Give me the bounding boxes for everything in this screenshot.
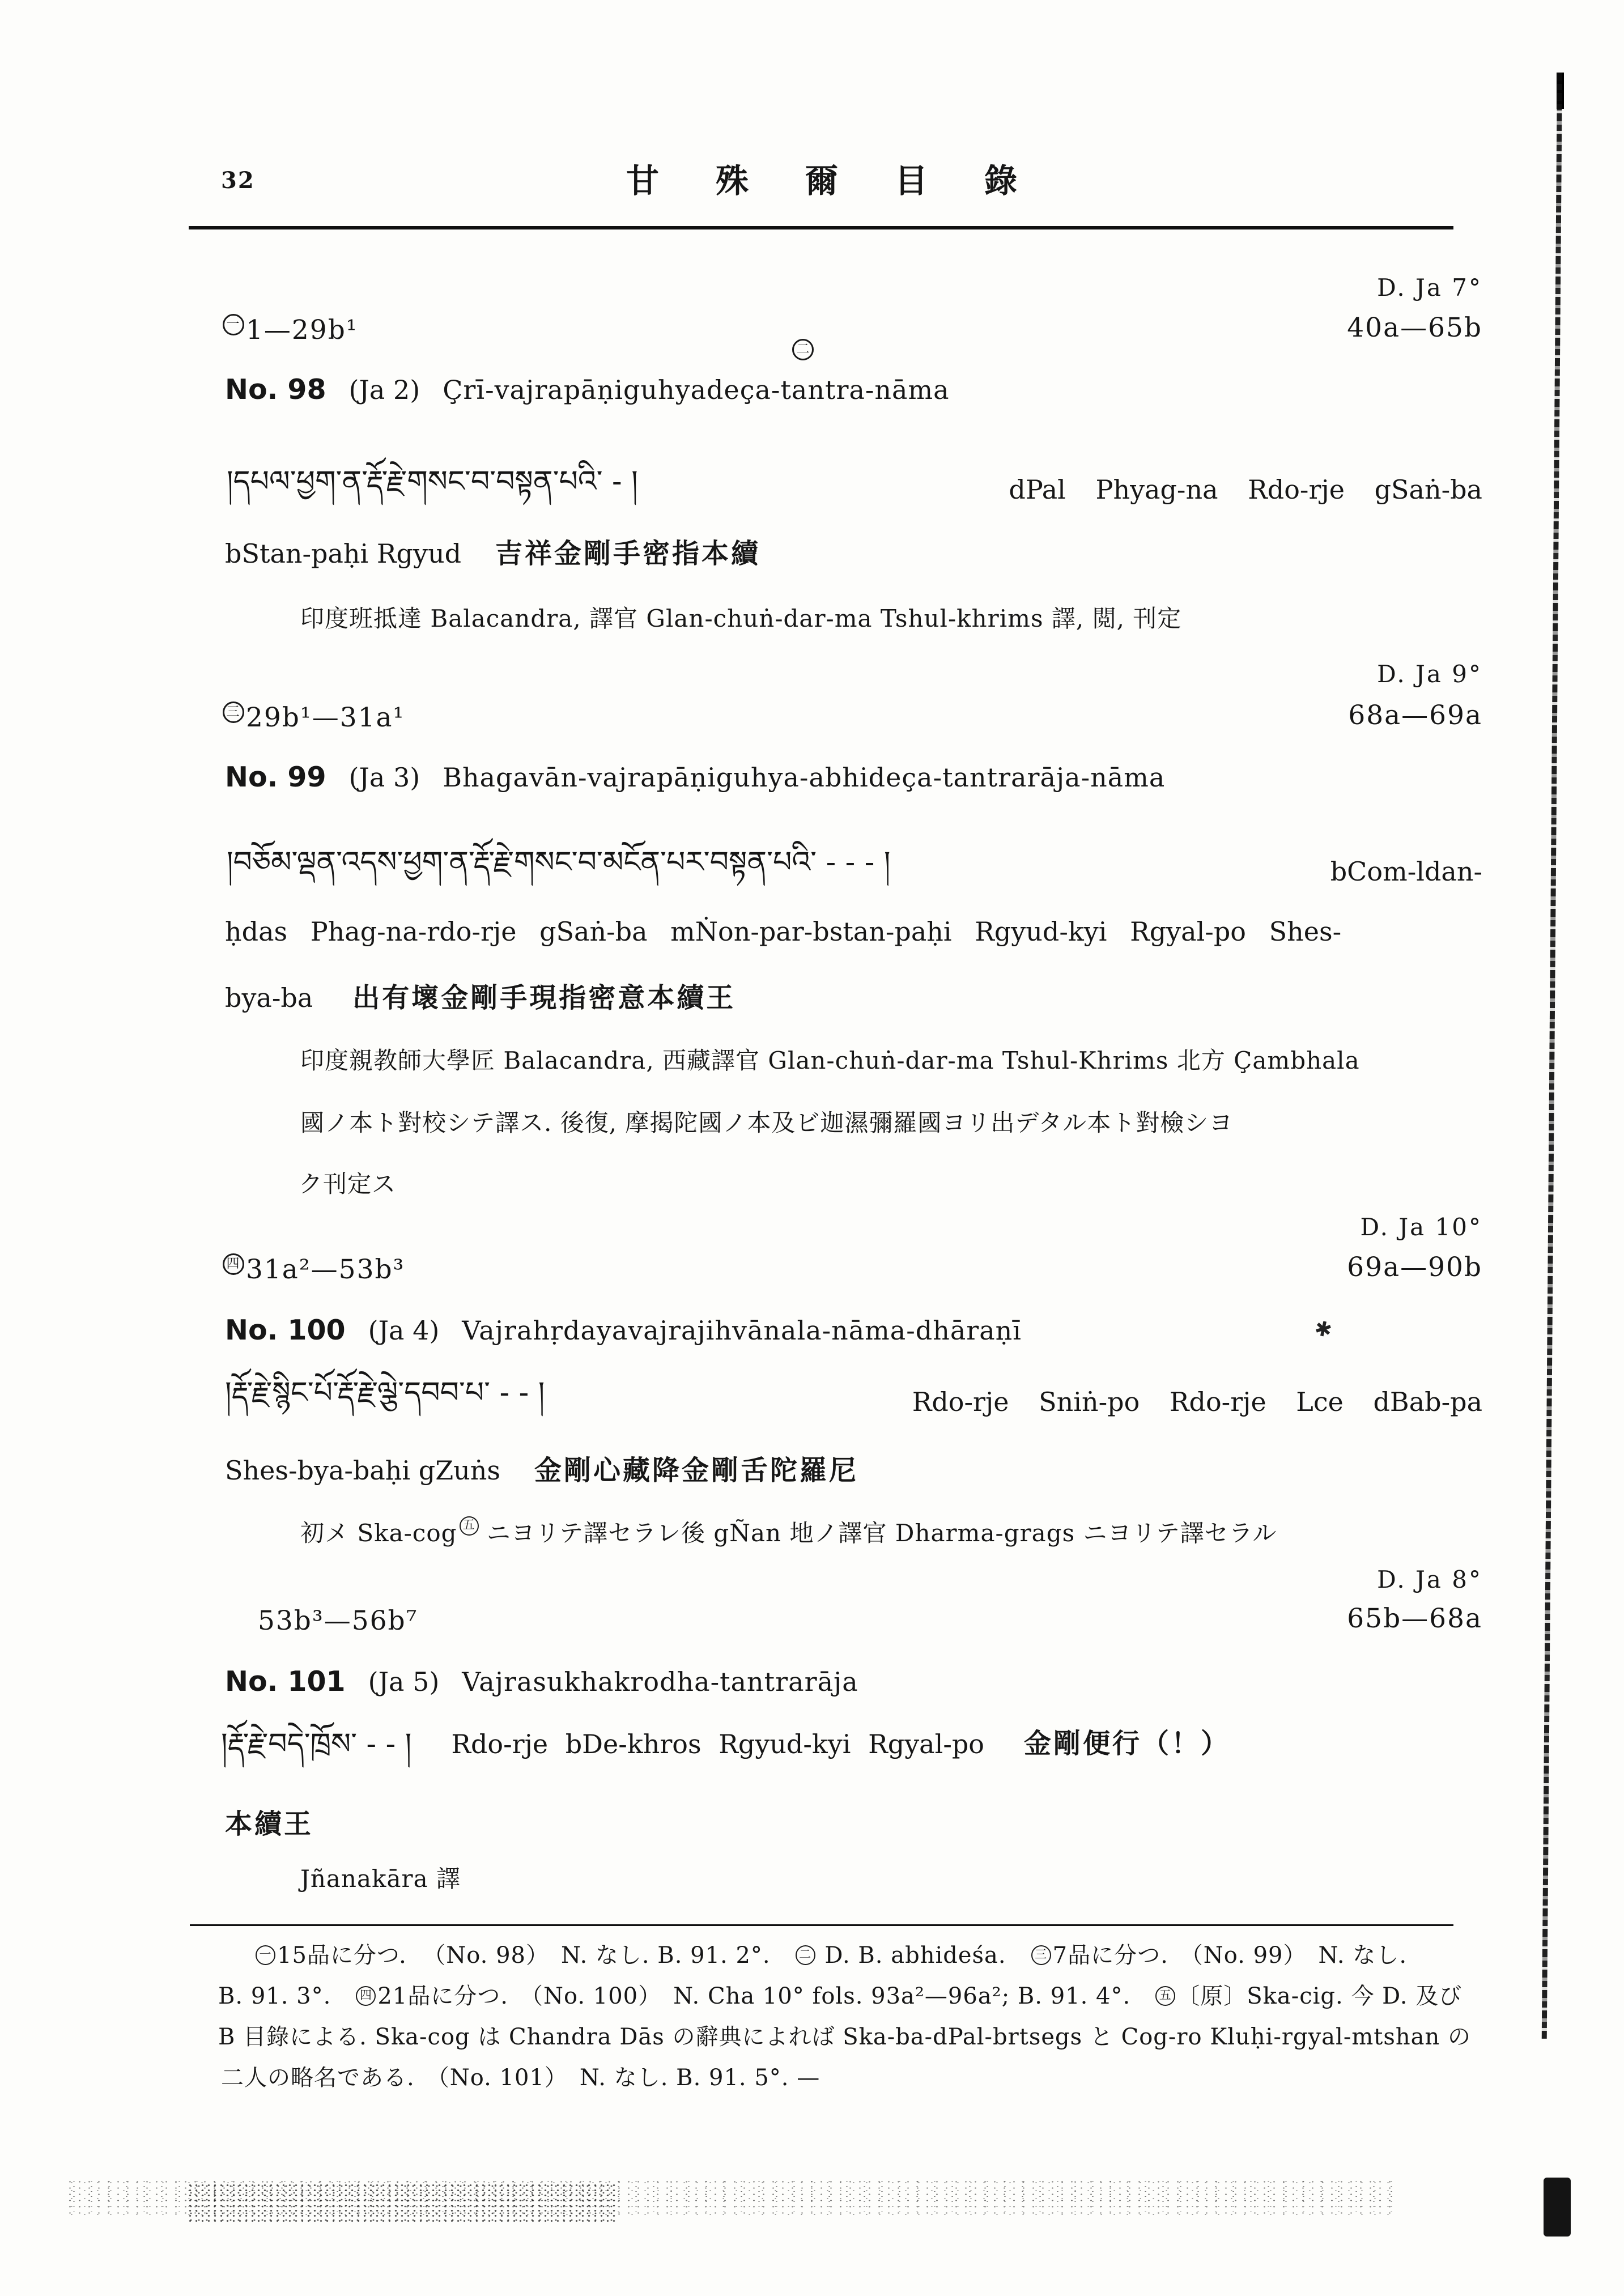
footnote-text: B. 91. 3°. xyxy=(218,1983,355,2009)
title-translation-line xyxy=(225,983,736,1014)
footnote-text: 21品に分つ. （No. 100） N. Cha 10° fols. 93a²—96a²; B. 91. 4°. xyxy=(377,1983,1154,2009)
scan-binding-line xyxy=(1542,73,1562,2039)
folio-range-text: 1—29b¹ xyxy=(246,314,358,346)
page-title: 甘殊爾目錄 xyxy=(626,161,1074,200)
chinese-title: 出有壞金剛手現指密意本續王 xyxy=(352,982,736,1014)
folio-range-left xyxy=(223,315,358,346)
tibetan-transliteration: Rdo-rje Sniṅ-po Rdo-rje Lce dBab-pa xyxy=(912,1387,1482,1417)
volume-ref: (Ja 2) xyxy=(348,375,420,405)
tibetan-transliteration: bStan-paḥi Rgyud xyxy=(225,538,462,569)
title-translation-line xyxy=(225,538,760,569)
folio-range-right: 40a—65b xyxy=(1347,312,1482,343)
chinese-title: 金剛心藏降金剛舌陀羅尼 xyxy=(534,1455,859,1486)
entry-number: No. 99 xyxy=(225,761,326,793)
footnote-marker-icon: 五 xyxy=(1155,1986,1175,2006)
tibetan-transliteration: bCom-ldan- xyxy=(1330,856,1482,887)
entry-100-heading xyxy=(225,1315,1022,1346)
footnote-line xyxy=(221,2065,820,2091)
translator-note: Jñanakāra 譯 xyxy=(300,1865,461,1893)
folio-range-left xyxy=(223,1255,405,1285)
volume-ref: (Ja 3) xyxy=(348,762,420,793)
translator-note xyxy=(300,1520,1277,1547)
footnote-marker-icon: 一 xyxy=(256,1945,275,1965)
entry-101-heading xyxy=(225,1666,858,1698)
translator-note: 印度班抵達 Balacandra, 譯官 Glan-chuṅ-dar-ma Tshul-khrims 譯, 閲, 刊定 xyxy=(300,605,1182,632)
entry-98-heading xyxy=(225,374,950,406)
tibetan-transliteration: bya-ba xyxy=(225,983,313,1013)
footnote-text: 二人の略名である. （No. 101） N. なし. B. 91. 5°. — xyxy=(221,2065,820,2091)
translator-note-text: 初メ Ska-cog xyxy=(300,1519,457,1547)
tibetan-transliteration: ḥdas Phag-na-rdo-rje gSaṅ-ba mṄon-par-bstan-paḥi Rgyud-kyi Rgyal-po Shes- xyxy=(225,916,1342,947)
footnote-marker-icon: 三 xyxy=(223,701,244,723)
entry-number: No. 98 xyxy=(225,373,326,406)
chinese-title: 吉祥金剛手密指本續 xyxy=(495,538,761,569)
translator-note: 印度親教師大學匠 Balacandra, 西藏譯官 Glan-chuṅ-dar-ma Tshul-Khrims 北方 Çambhala xyxy=(300,1047,1360,1074)
footnote-marker-icon: 二 xyxy=(796,1945,815,1965)
entry-number: No. 101 xyxy=(225,1665,346,1698)
chinese-title-continued: 本續王 xyxy=(225,1808,314,1840)
entry-number: No. 100 xyxy=(225,1314,346,1346)
footnote-marker-icon: 一 xyxy=(223,314,244,335)
folio-range-right: 65b—68a xyxy=(1347,1603,1482,1634)
footnote-text: D. B. abhideśa. xyxy=(817,1942,1030,1968)
folio-range-text: 31a²—53b³ xyxy=(246,1254,405,1285)
header-rule xyxy=(189,226,1453,229)
folio-range-text: 29b¹—31a¹ xyxy=(246,702,405,733)
translator-note: 國ノ本ト對校シテ譯ス. 後復, 摩揭陀國ノ本及ビ迦濕彌羅國ヨリ出デタル本ト對檢シヨ xyxy=(300,1109,1234,1137)
sanskrit-title: Vajrahṛdayavajrajihvānala-nāma-dhāraṇī xyxy=(462,1315,1022,1346)
footnote-marker-icon: 四 xyxy=(356,1986,376,2006)
footnote-text: 〔原〕Ska-cig. 今 D. 及び xyxy=(1177,1983,1463,2009)
footnote-marker-icon: 二 xyxy=(792,339,814,360)
derge-ref: D. Ja 9° xyxy=(1377,660,1482,688)
footnote-marker-icon: 五 xyxy=(460,1516,479,1536)
folio-range-right: 69a—90b xyxy=(1347,1252,1482,1283)
folio-range-right: 68a—69a xyxy=(1348,700,1482,731)
footnote-marker-icon: 四 xyxy=(223,1253,244,1275)
footnote-marker-icon: 三 xyxy=(1031,1945,1051,1965)
tibetan-title: །རྡོ་རྗེ་སྙིང་པོ་རྡོ་རྗེ་ལྕེ་དབབ་པ་ - - ། xyxy=(225,1376,545,1410)
volume-ref: (Ja 4) xyxy=(368,1315,440,1346)
scan-noise-blotch xyxy=(187,2183,618,2223)
footnote-line xyxy=(254,1942,1407,1968)
ink-mark: ✱ xyxy=(1312,1316,1334,1343)
sanskrit-title: Bhagavān-vajrapāṇiguhya-abhideça-tantrarāja-nāma xyxy=(443,762,1166,793)
tibetan-transliteration: dPal Phyag-na Rdo-rje gSaṅ-ba xyxy=(1009,474,1482,505)
tibetan-transliteration: Shes-bya-baḥi gZuṅs xyxy=(225,1455,501,1486)
derge-ref: D. Ja 7° xyxy=(1377,274,1482,301)
sanskrit-title: Vajrasukhakrodha-tantrarāja xyxy=(462,1666,858,1697)
tibetan-transliteration: Rdo-rje bDe-khros Rgyud-kyi Rgyal-po xyxy=(451,1728,984,1759)
footnote-text: B 目錄による. Ska-cog は Chandra Dās の辭典によれば Ska-ba-dPal-brtsegs と Cog-ro Kluḥi-rgyal-mtshan の xyxy=(218,2024,1471,2050)
tibetan-title-line xyxy=(221,1710,1230,1778)
tibetan-title: །བཅོམ་ལྡན་འདས་ཕྱག་ན་རྡོ་རྗེ་གསང་བ་མངོན་པར་བསྟན་པའི་ - - - ། xyxy=(227,845,891,879)
tibetan-title: །རྡོ་རྗེ་བདེ་ཁྲོས་ - - ། xyxy=(221,1727,412,1761)
footnote-text: 15品に分つ． （No. 98） N. なし. B. 91. 2°. xyxy=(277,1942,794,1968)
sanskrit-title: Çrī-vajrapāṇiguhyadeça-tantra-nāma xyxy=(443,375,950,405)
translator-note-text: ニヨリテ譯セラレ後 gÑan 地ノ譯官 Dharma-grags ニヨリテ譯セラル xyxy=(486,1519,1277,1547)
title-translation-line xyxy=(225,1455,858,1486)
entry-99-heading xyxy=(225,762,1165,793)
page-number: 32 xyxy=(221,167,255,194)
scan-ink-blob xyxy=(1544,2178,1571,2237)
tibetan-title: །དཔལ་ཕྱག་ན་རྡོ་རྗེ་གསང་བ་བསྟན་པའི་ - ། xyxy=(227,465,638,499)
volume-ref: (Ja 5) xyxy=(368,1666,440,1697)
footnote-line xyxy=(218,1983,1462,2009)
translator-note: ク刊定ス xyxy=(299,1170,397,1198)
derge-ref: D. Ja 8° xyxy=(1377,1566,1482,1593)
footnote-line xyxy=(218,2024,1471,2050)
footnote-text: 7品に分つ. （No. 99） N. なし. xyxy=(1052,1942,1408,1968)
folio-range-left xyxy=(223,703,405,733)
derge-ref: D. Ja 10° xyxy=(1360,1213,1482,1241)
chinese-title: 金剛便行（！） xyxy=(1024,1728,1231,1760)
folio-range-left: 53b³—56b⁷ xyxy=(258,1605,418,1636)
footnote-rule xyxy=(190,1924,1453,1926)
